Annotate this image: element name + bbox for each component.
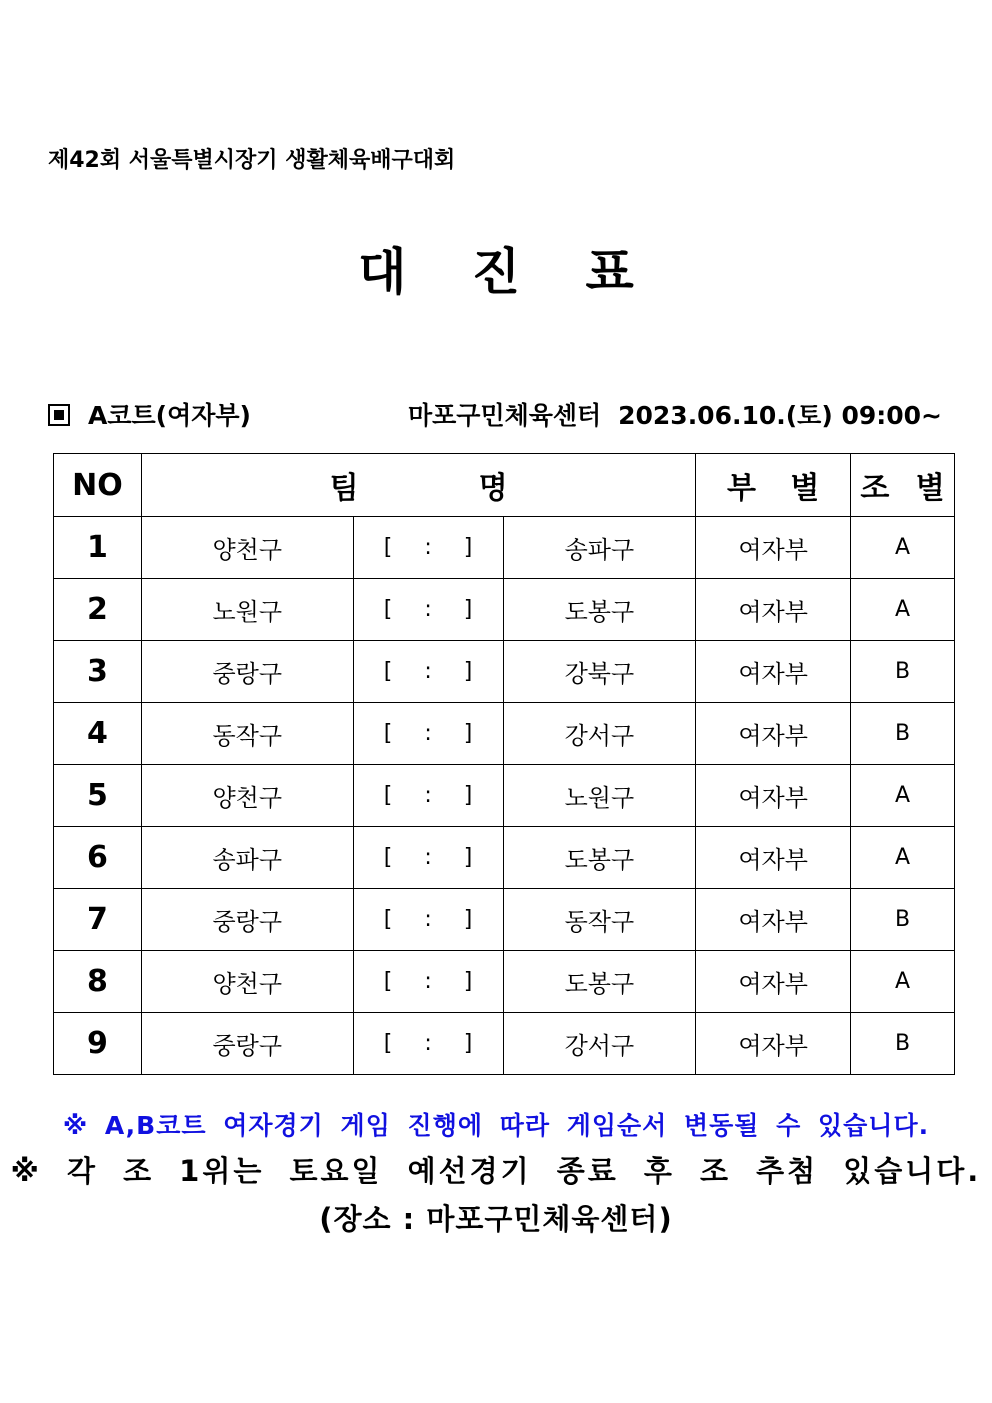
match-number: 9	[54, 1013, 142, 1075]
division-cell: 여자부	[696, 951, 851, 1013]
match-number: 4	[54, 703, 142, 765]
court-info	[48, 396, 942, 436]
division-cell: 여자부	[696, 1013, 851, 1075]
division-cell: 여자부	[696, 517, 851, 579]
match-number: 2	[54, 579, 142, 641]
home-team: 송파구	[141, 827, 353, 889]
match-number: 7	[54, 889, 142, 951]
match-number: 8	[54, 951, 142, 1013]
venue-name: 마포구민체육센터	[408, 401, 602, 430]
score-cell	[353, 641, 503, 703]
home-team: 양천구	[141, 951, 353, 1013]
square-bullet-icon	[48, 404, 70, 426]
notice-venue: (장소 : 마포구민체육센터)	[319, 1202, 673, 1236]
score-close-bracket: ]	[463, 721, 473, 746]
table-row	[54, 641, 955, 703]
group-cell: A	[851, 827, 955, 889]
home-team: 양천구	[141, 765, 353, 827]
score-cell	[353, 703, 503, 765]
notice-group-draw: ※ 각 조 1위는 토요일 예선경기 종료 후 조 추첨 있습니다.	[10, 1154, 982, 1188]
score-close-bracket: ]	[463, 845, 473, 870]
score-close-bracket: ]	[463, 597, 473, 622]
division-cell: 여자부	[696, 889, 851, 951]
home-team: 동작구	[141, 703, 353, 765]
away-team: 송파구	[503, 517, 696, 579]
group-cell: A	[851, 951, 955, 1013]
score-separator: :	[424, 845, 432, 870]
away-team: 강서구	[503, 703, 696, 765]
away-team: 강북구	[503, 641, 696, 703]
score-cell	[353, 951, 503, 1013]
score-open-bracket: [	[383, 845, 393, 870]
score-separator: :	[424, 721, 432, 746]
division-cell: 여자부	[696, 765, 851, 827]
score-close-bracket: ]	[463, 783, 473, 808]
away-team: 도봉구	[503, 579, 696, 641]
table-row	[54, 827, 955, 889]
home-team: 노원구	[141, 579, 353, 641]
score-cell	[353, 765, 503, 827]
match-datetime: 2023.06.10.(토) 09:00~	[618, 401, 942, 430]
group-cell: B	[851, 889, 955, 951]
bracket-table	[53, 453, 955, 1075]
home-team: 양천구	[141, 517, 353, 579]
header-group: 조 별	[851, 454, 955, 517]
match-number: 6	[54, 827, 142, 889]
page-title: 대 진 표	[358, 243, 658, 301]
score-open-bracket: [	[383, 535, 393, 560]
score-open-bracket: [	[383, 597, 393, 622]
division-cell: 여자부	[696, 827, 851, 889]
score-separator: :	[424, 535, 432, 560]
division-cell: 여자부	[696, 703, 851, 765]
score-open-bracket: [	[383, 659, 393, 684]
home-team: 중랑구	[141, 641, 353, 703]
tournament-name: 제42회 서울특별시장기 생활체육배구대회	[48, 148, 456, 173]
away-team: 도봉구	[503, 827, 696, 889]
score-open-bracket: [	[383, 783, 393, 808]
score-cell	[353, 827, 503, 889]
score-open-bracket: [	[383, 1031, 393, 1056]
score-open-bracket: [	[383, 969, 393, 994]
table-header-row	[54, 454, 955, 517]
header-team	[141, 454, 695, 517]
away-team: 도봉구	[503, 951, 696, 1013]
home-team: 중랑구	[141, 1013, 353, 1075]
score-separator: :	[424, 1031, 432, 1056]
score-close-bracket: ]	[463, 659, 473, 684]
score-cell	[353, 579, 503, 641]
table-row	[54, 1013, 955, 1075]
score-close-bracket: ]	[463, 535, 473, 560]
group-cell: B	[851, 641, 955, 703]
score-close-bracket: ]	[463, 907, 473, 932]
score-open-bracket: [	[383, 907, 393, 932]
score-separator: :	[424, 597, 432, 622]
table-row	[54, 889, 955, 951]
table-row	[54, 703, 955, 765]
away-team: 노원구	[503, 765, 696, 827]
group-cell: B	[851, 703, 955, 765]
score-separator: :	[424, 659, 432, 684]
table-row	[54, 517, 955, 579]
division-cell: 여자부	[696, 579, 851, 641]
score-cell	[353, 517, 503, 579]
match-number: 3	[54, 641, 142, 703]
group-cell: A	[851, 517, 955, 579]
table-row	[54, 579, 955, 641]
away-team: 강서구	[503, 1013, 696, 1075]
home-team: 중랑구	[141, 889, 353, 951]
score-cell	[353, 1013, 503, 1075]
group-cell: B	[851, 1013, 955, 1075]
score-close-bracket: ]	[463, 1031, 473, 1056]
header-team-left: 팀	[329, 471, 359, 506]
score-separator: :	[424, 969, 432, 994]
match-number: 5	[54, 765, 142, 827]
group-cell: A	[851, 765, 955, 827]
away-team: 동작구	[503, 889, 696, 951]
match-number: 1	[54, 517, 142, 579]
header-no: NO	[54, 454, 142, 517]
table-row	[54, 951, 955, 1013]
court-name: A코트(여자부)	[88, 401, 251, 430]
score-separator: :	[424, 907, 432, 932]
division-cell: 여자부	[696, 641, 851, 703]
score-cell	[353, 889, 503, 951]
table-row	[54, 765, 955, 827]
notice-schedule-change: ※ A,B코트 여자경기 게임 진행에 따라 게임순서 변동될 수 있습니다.	[62, 1111, 930, 1140]
score-close-bracket: ]	[463, 969, 473, 994]
header-division: 부 별	[696, 454, 851, 517]
group-cell: A	[851, 579, 955, 641]
score-open-bracket: [	[383, 721, 393, 746]
score-separator: :	[424, 783, 432, 808]
header-team-right: 명	[478, 471, 508, 506]
